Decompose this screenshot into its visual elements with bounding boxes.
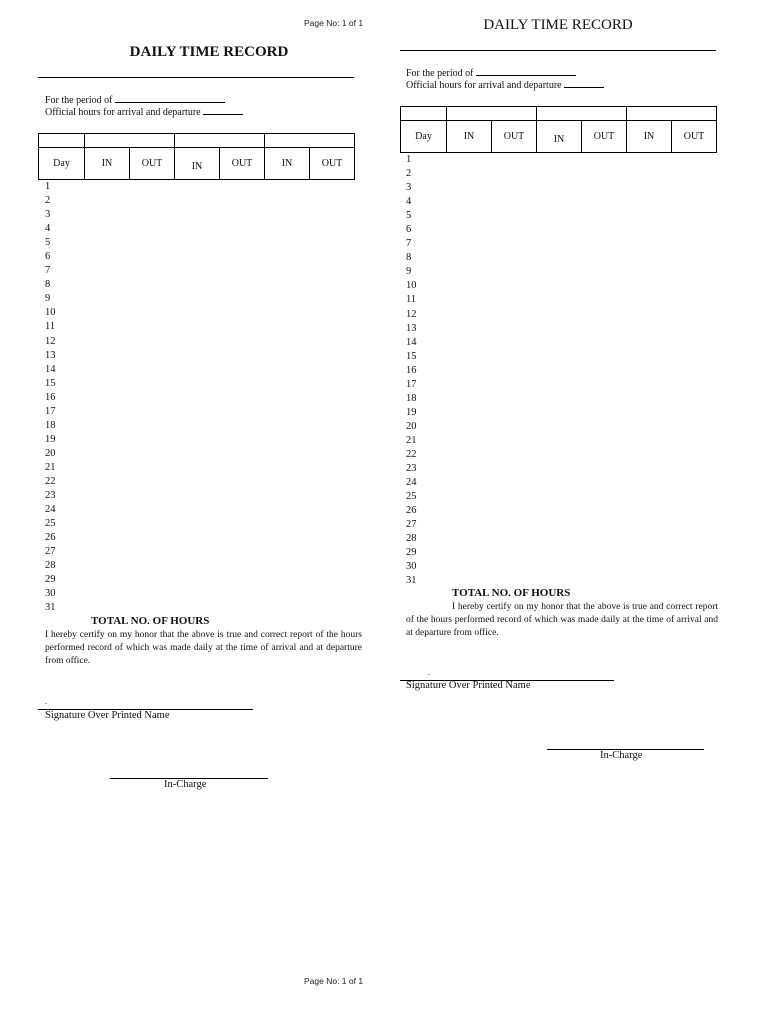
right-day-list	[406, 153, 417, 588]
day-row: 22	[406, 448, 417, 460]
cell	[85, 134, 175, 148]
right-period-label: For the period of	[406, 68, 474, 79]
col-in-1: IN	[85, 148, 130, 180]
left-total-hours: TOTAL NO. OF HOURS	[91, 615, 210, 627]
day-row: 29	[406, 547, 417, 559]
day-row: 20	[406, 420, 417, 432]
left-hours-line	[45, 106, 243, 119]
day-row: 24	[45, 504, 56, 516]
left-certification: I hereby certify on my honor that the above is true and correct report of the hours performed record of which was made daily at the time of arrival and at departure from office.	[45, 630, 362, 666]
day-row: 9	[45, 293, 51, 305]
day-row: 28	[406, 533, 417, 545]
day-row: 4	[45, 223, 51, 235]
right-title: DAILY TIME RECORD	[483, 17, 633, 33]
cell	[447, 107, 537, 121]
left-period-blank	[115, 94, 225, 103]
col-day: Day	[401, 121, 447, 153]
right-incharge-label: In-Charge	[600, 750, 643, 761]
right-signature-dot: .	[428, 668, 430, 677]
col-out-1: OUT	[130, 148, 175, 180]
day-row: 5	[45, 237, 51, 249]
day-row: 6	[406, 224, 412, 236]
right-certification: I hereby certify on my honor that the above is true and correct report of the hours performed record of which was made daily at the time of arrival and at departure from office.	[406, 602, 718, 638]
day-row: 19	[406, 406, 417, 418]
day-row: 11	[406, 294, 417, 306]
col-out-3: OUT	[672, 121, 717, 153]
col-day: Day	[39, 148, 85, 180]
day-row: 16	[406, 364, 417, 376]
cell	[39, 134, 85, 148]
left-table-top-row	[39, 134, 355, 148]
day-row: 26	[406, 505, 417, 517]
col-in-3: IN	[265, 148, 310, 180]
cell	[537, 107, 627, 121]
cell	[265, 134, 355, 148]
day-row: 23	[406, 463, 417, 475]
day-row: 2	[406, 168, 412, 180]
right-hours-label: Official hours for arrival and departure	[406, 80, 562, 91]
cell	[401, 107, 447, 121]
day-row: 1	[45, 181, 51, 192]
right-hours-line	[406, 79, 604, 92]
day-row: 19	[45, 433, 56, 445]
day-row: 24	[406, 477, 417, 489]
day-row: 17	[45, 405, 56, 417]
day-row: 18	[406, 392, 417, 404]
col-in-1: IN	[447, 121, 492, 153]
left-table-header-row	[39, 148, 355, 180]
day-row: 13	[406, 322, 417, 334]
col-in-3: IN	[627, 121, 672, 153]
col-in-2	[175, 148, 220, 180]
cell	[175, 134, 265, 148]
day-row: 13	[45, 349, 56, 361]
left-incharge-label: In-Charge	[164, 779, 207, 790]
left-signature-dot: .	[45, 697, 47, 706]
day-row: 31	[45, 602, 56, 614]
day-row: 21	[406, 434, 417, 446]
left-period-label: For the period of	[45, 95, 113, 106]
day-row: 26	[45, 532, 56, 544]
day-row: 30	[406, 561, 417, 573]
page-number-top: Page No: 1 of 1	[304, 18, 364, 28]
day-row: 7	[406, 238, 412, 250]
day-row: 11	[45, 321, 56, 333]
left-signature-label: Signature Over Printed Name	[45, 710, 170, 721]
day-row: 17	[406, 378, 417, 390]
col-out-3: OUT	[310, 148, 355, 180]
day-row: 4	[406, 196, 412, 208]
day-row: 12	[45, 335, 56, 347]
page-number-bottom: Page No: 1 of 1	[304, 976, 364, 986]
day-row: 7	[45, 265, 51, 277]
day-row: 16	[45, 391, 56, 403]
left-day-list	[45, 180, 56, 615]
right-title-rule	[400, 50, 716, 51]
right-total-hours: TOTAL NO. OF HOURS	[452, 587, 571, 599]
cell	[627, 107, 717, 121]
left-title-rule	[38, 77, 354, 78]
day-row: 22	[45, 475, 56, 487]
day-row: 10	[406, 280, 417, 292]
right-table-top-row	[401, 107, 717, 121]
day-row: 15	[45, 377, 56, 389]
day-row: 31	[406, 575, 417, 587]
day-row: 23	[45, 490, 56, 502]
day-row: 25	[45, 518, 56, 530]
day-row: 27	[406, 519, 417, 531]
day-row: 8	[45, 279, 51, 291]
day-row: 6	[45, 251, 51, 263]
day-row: 14	[406, 336, 417, 348]
day-row: 20	[45, 447, 56, 459]
day-row: 12	[406, 308, 417, 320]
left-title: DAILY TIME RECORD	[129, 44, 289, 60]
day-row: 14	[45, 363, 56, 375]
day-row: 3	[45, 209, 51, 221]
col-in-2-label: IN	[553, 134, 565, 145]
day-row: 3	[406, 182, 412, 194]
day-row: 29	[45, 574, 56, 586]
day-row: 10	[45, 307, 56, 319]
day-row: 2	[45, 195, 51, 207]
right-time-table	[400, 106, 717, 153]
right-table-header-row	[401, 121, 717, 153]
day-row: 27	[45, 546, 56, 558]
col-out-2: OUT	[220, 148, 265, 180]
left-hours-blank	[203, 106, 243, 115]
col-in-2	[537, 121, 582, 153]
day-row: 30	[45, 588, 56, 600]
day-row: 8	[406, 252, 412, 264]
day-row: 25	[406, 491, 417, 503]
right-period-blank	[476, 67, 576, 76]
day-row: 5	[406, 210, 412, 222]
right-hours-blank	[564, 79, 604, 88]
day-row: 18	[45, 419, 56, 431]
day-row: 21	[45, 461, 56, 473]
day-row: 1	[406, 154, 412, 165]
col-in-2-label: IN	[191, 161, 203, 172]
day-row: 28	[45, 560, 56, 572]
day-row: 9	[406, 266, 412, 278]
right-signature-label: Signature Over Printed Name	[406, 680, 531, 691]
col-out-2: OUT	[582, 121, 627, 153]
left-hours-label: Official hours for arrival and departure	[45, 107, 201, 118]
day-row: 15	[406, 350, 417, 362]
col-out-1: OUT	[492, 121, 537, 153]
left-time-table	[38, 133, 355, 180]
